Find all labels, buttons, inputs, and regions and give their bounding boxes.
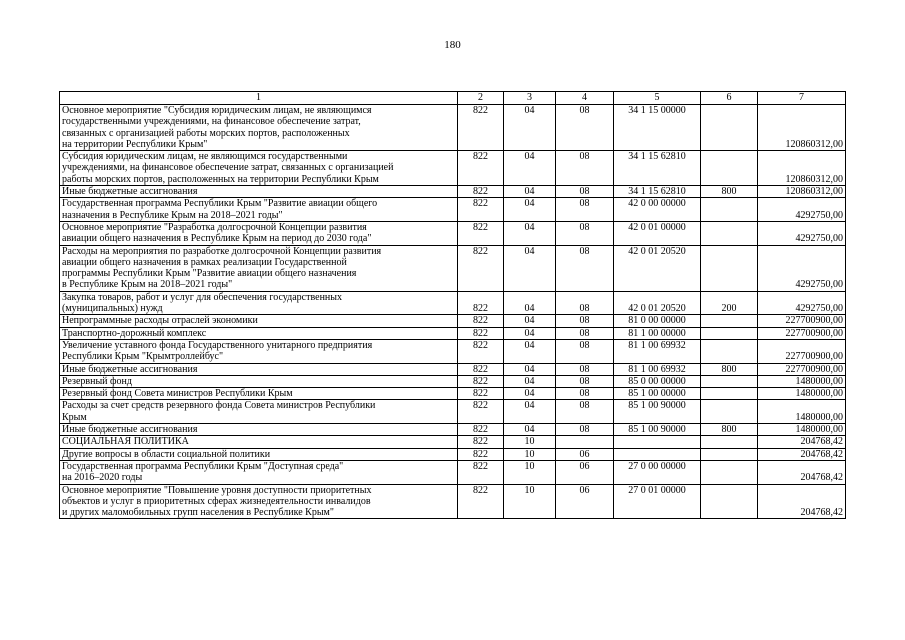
row-grbs-cell-text: 822 [473,460,488,472]
row-subsection-cell-text: 08 [579,388,590,400]
row-target-article-cell [614,327,701,339]
row-grbs-cell [458,484,504,519]
row-grbs-cell-text: 822 [473,375,488,387]
table-row [60,375,846,387]
row-name-cell [60,151,458,186]
row-grbs-cell [458,388,504,400]
row-section-cell-text: 04 [524,339,535,351]
row-name-cell [60,363,458,375]
row-target-article-cell [614,105,701,151]
row-expense-type-cell [701,245,758,291]
row-grbs-cell [458,436,504,448]
row-subsection-cell-text: 06 [579,448,590,460]
row-grbs-cell [458,198,504,222]
row-amount-cell [758,484,846,519]
row-amount-cell [758,339,846,363]
row-subsection-cell [556,388,614,400]
row-expense-type-cell [701,424,758,436]
row-expense-type-cell [701,375,758,387]
row-expense-type-cell [701,339,758,363]
row-amount-cell [758,424,846,436]
row-amount-cell-text: 227700900,00 [785,351,843,363]
row-section-cell-text: 04 [524,105,535,116]
row-name-cell-text: Расходы за счет средств резервного фонда Совета министров Республики Крым [62,400,376,423]
row-section-cell [504,436,556,448]
row-name-cell [60,448,458,460]
row-grbs-cell-text: 822 [473,448,488,460]
row-target-article-cell [614,198,701,222]
row-name-cell [60,186,458,198]
row-section-cell [504,291,556,315]
row-grbs-cell [458,375,504,387]
row-target-article-cell [614,400,701,424]
row-subsection-cell [556,339,614,363]
row-target-article-cell [614,388,701,400]
row-subsection-cell-text: 08 [579,315,590,327]
table-row [60,363,846,375]
table-body [60,105,846,519]
row-grbs-cell-text: 822 [473,315,488,327]
row-target-article-cell-text: 34 1 15 62810 [628,186,686,198]
row-grbs-cell [458,221,504,245]
header-cell-6: 6 [701,92,758,105]
row-target-article-cell-text: 42 0 00 00000 [628,198,686,210]
row-name-cell-text: СОЦИАЛЬНАЯ ПОЛИТИКА [62,436,189,448]
row-grbs-cell [458,291,504,315]
row-grbs-cell [458,400,504,424]
row-subsection-cell [556,448,614,460]
row-target-article-cell [614,436,701,448]
row-subsection-cell-text: 08 [579,424,590,436]
row-expense-type-cell [701,327,758,339]
row-target-article-cell-text: 81 1 00 69932 [628,339,686,351]
row-subsection-cell [556,315,614,327]
row-amount-cell-text: 4292750,00 [795,279,843,291]
row-target-article-cell [614,448,701,460]
row-target-article-cell-text: 34 1 15 62810 [628,151,686,163]
row-name-cell-text: Иные бюджетные ассигнования [62,424,198,436]
row-name-cell-text: Непрограммные расходы отраслей экономики [62,315,258,327]
row-target-article-cell-text: 42 0 01 20520 [628,303,686,315]
row-name-cell [60,400,458,424]
row-section-cell-text: 04 [524,315,535,327]
row-amount-cell [758,151,846,186]
row-subsection-cell-text: 08 [579,363,590,375]
row-expense-type-cell-text: 800 [721,424,737,436]
row-amount-cell [758,436,846,448]
row-name-cell-text: Резервный фонд [62,375,132,387]
row-section-cell-text: 04 [524,198,535,210]
row-name-cell-text: Иные бюджетные ассигнования [62,363,198,375]
row-name-cell-text: Закупка товаров, работ и услуг для обеспечения государственных (муниципальных) нужд [62,291,343,315]
row-amount-cell-text: 227700900,00 [785,315,843,327]
row-target-article-cell [614,339,701,363]
row-amount-cell [758,245,846,291]
row-section-cell-text: 04 [524,363,535,375]
row-section-cell-text: 04 [524,327,535,339]
row-name-cell [60,436,458,448]
row-grbs-cell-text: 822 [473,400,488,412]
row-section-cell [504,375,556,387]
table-row [60,291,846,315]
row-grbs-cell [458,327,504,339]
row-amount-cell [758,221,846,245]
row-expense-type-cell [701,436,758,448]
row-expense-type-cell [701,460,758,484]
row-section-cell-text: 04 [524,388,535,400]
row-subsection-cell [556,436,614,448]
row-section-cell-text: 04 [524,424,535,436]
row-name-cell [60,339,458,363]
row-section-cell [504,105,556,151]
row-grbs-cell-text: 822 [473,327,488,339]
row-section-cell-text: 04 [524,245,535,257]
row-subsection-cell-text: 08 [579,186,590,198]
row-amount-cell-text: 4292750,00 [795,303,843,315]
row-section-cell [504,198,556,222]
row-section-cell [504,484,556,519]
row-name-cell [60,105,458,151]
table-row [60,221,846,245]
row-section-cell [504,448,556,460]
row-grbs-cell-text: 822 [473,484,488,496]
row-expense-type-cell [701,400,758,424]
row-target-article-cell-text: 42 0 01 00000 [628,221,686,233]
table-row [60,151,846,186]
row-section-cell-text: 10 [524,484,535,496]
table-row [60,245,846,291]
row-target-article-cell [614,245,701,291]
row-amount-cell-text: 1480000,00 [795,388,843,400]
row-grbs-cell [458,151,504,186]
row-name-cell-text: Основное мероприятие "Повышение уровня доступности приоритетных объектов и услуг в приоритетных сферах жизнедеятельности инвалидов и других маломобильных групп населения в Республике Крым" [62,484,372,519]
row-subsection-cell-text: 08 [579,245,590,257]
row-expense-type-cell [701,105,758,151]
row-section-cell [504,327,556,339]
row-subsection-cell [556,424,614,436]
row-amount-cell-text: 227700900,00 [785,363,843,375]
row-expense-type-cell [701,484,758,519]
row-section-cell-text: 10 [524,460,535,472]
row-expense-type-cell [701,448,758,460]
row-name-cell [60,484,458,519]
row-grbs-cell-text: 822 [473,105,488,116]
row-target-article-cell [614,221,701,245]
row-grbs-cell-text: 822 [473,388,488,400]
row-grbs-cell-text: 822 [473,221,488,233]
row-name-cell [60,245,458,291]
row-section-cell [504,339,556,363]
row-subsection-cell-text: 08 [579,339,590,351]
row-target-article-cell-text: 81 1 00 69932 [628,363,686,375]
row-amount-cell [758,363,846,375]
row-amount-cell-text: 1480000,00 [795,424,843,436]
row-subsection-cell-text: 06 [579,484,590,496]
row-subsection-cell [556,198,614,222]
row-amount-cell-text: 120860312,00 [785,138,843,150]
row-section-cell [504,388,556,400]
row-subsection-cell-text: 08 [579,198,590,210]
table-row [60,424,846,436]
row-amount-cell-text: 120860312,00 [785,173,843,185]
table-row [60,436,846,448]
row-expense-type-cell-text: 800 [721,363,737,375]
row-amount-cell [758,327,846,339]
row-target-article-cell-text: 85 1 00 00000 [628,388,686,400]
row-expense-type-cell [701,315,758,327]
row-amount-cell-text: 204768,42 [800,448,843,460]
row-name-cell-text: Государственная программа Республики Крым "Развитие авиации общего назначения в Республике Крым на 2018–2021 годы" [62,198,378,221]
table-row [60,186,846,198]
row-amount-cell [758,315,846,327]
row-subsection-cell-text: 08 [579,105,590,116]
row-name-cell-text: Расходы на мероприятия по разработке долгосрочной Концепции развития авиации общего назначения в рамках реализации Государственной программы Республики Крым "Развитие авиации общего назначения в Республике Крым на 2018–2021 годы" [62,245,382,291]
row-target-article-cell-text: 34 1 15 00000 [628,105,686,116]
row-expense-type-cell [701,363,758,375]
row-section-cell-text: 04 [524,221,535,233]
row-grbs-cell [458,363,504,375]
page-number: 180 [444,39,461,51]
row-section-cell [504,460,556,484]
row-target-article-cell-text: 81 0 00 00000 [628,315,686,327]
row-grbs-cell-text: 822 [473,198,488,210]
header-cell-4: 4 [556,92,614,105]
row-grbs-cell [458,460,504,484]
row-target-article-cell [614,460,701,484]
row-subsection-cell-text: 08 [579,151,590,163]
row-target-article-cell [614,375,701,387]
row-name-cell [60,221,458,245]
row-grbs-cell [458,315,504,327]
table-row [60,105,846,151]
row-target-article-cell-text: 81 1 00 00000 [628,327,686,339]
row-subsection-cell-text: 08 [579,327,590,339]
row-expense-type-cell [701,221,758,245]
row-target-article-cell-text: 27 0 00 00000 [628,460,686,472]
row-name-cell-text: Основное мероприятие "Субсидия юридическим лицам, не являющимся государственными учреждениями, на финансовое обеспечение затрат, связанных с организацией работы морских портов, расположенных на территории Республики Крым" [62,105,372,150]
row-grbs-cell-text: 822 [473,339,488,351]
row-grbs-cell-text: 822 [473,151,488,163]
row-target-article-cell [614,186,701,198]
row-subsection-cell-text: 06 [579,460,590,472]
row-subsection-cell [556,484,614,519]
row-name-cell-text: Транспортно-дорожный комплекс [62,327,207,339]
row-section-cell-text: 10 [524,436,535,448]
row-target-article-cell [614,484,701,519]
row-amount-cell [758,291,846,315]
header-cell-5: 5 [614,92,701,105]
row-amount-cell [758,460,846,484]
row-amount-cell-text: 204768,42 [800,507,843,519]
header-cell-2: 2 [458,92,504,105]
row-grbs-cell [458,339,504,363]
table-row [60,388,846,400]
header-cell-3: 3 [504,92,556,105]
row-section-cell [504,221,556,245]
table-row [60,327,846,339]
row-amount-cell-text: 4292750,00 [795,233,843,245]
row-name-cell [60,315,458,327]
row-amount-cell [758,388,846,400]
row-target-article-cell [614,315,701,327]
row-target-article-cell [614,291,701,315]
header-row [60,92,846,105]
row-subsection-cell [556,245,614,291]
row-grbs-cell [458,424,504,436]
row-amount-cell-text: 120860312,00 [785,186,843,198]
row-name-cell-text: Резервный фонд Совета министров Республики Крым [62,388,293,400]
row-target-article-cell-text: 27 0 01 00000 [628,484,686,496]
row-name-cell [60,424,458,436]
row-target-article-cell [614,151,701,186]
row-section-cell [504,315,556,327]
row-name-cell [60,291,458,315]
table-header [60,92,846,105]
table-row [60,198,846,222]
row-target-article-cell [614,363,701,375]
header-cell-7: 7 [758,92,846,105]
row-grbs-cell [458,448,504,460]
row-name-cell [60,388,458,400]
row-subsection-cell [556,363,614,375]
row-section-cell-text: 04 [524,186,535,198]
row-subsection-cell-text: 08 [579,375,590,387]
row-amount-cell-text: 4292750,00 [795,209,843,221]
row-amount-cell-text: 204768,42 [800,436,843,448]
row-grbs-cell-text: 822 [473,436,488,448]
row-name-cell-text: Основное мероприятие "Разработка долгосрочной Концепции развития авиации общего назначения в Республике Крым на период до 2030 года" [62,221,372,245]
row-amount-cell [758,375,846,387]
row-section-cell [504,424,556,436]
table-row [60,448,846,460]
row-name-cell-text: Другие вопросы в области социальной политики [62,448,271,460]
row-expense-type-cell [701,388,758,400]
row-section-cell [504,400,556,424]
row-subsection-cell [556,221,614,245]
row-section-cell [504,363,556,375]
row-name-cell [60,327,458,339]
row-name-cell-text: Субсидия юридическим лицам, не являющимся государственными учреждениями, на финансовое обеспечение затрат, связанных с организацией работы морских портов, расположенных на территории Республики Крым [62,151,394,185]
row-amount-cell [758,186,846,198]
row-expense-type-cell [701,151,758,186]
row-subsection-cell [556,151,614,186]
row-section-cell-text: 10 [524,448,535,460]
row-subsection-cell [556,327,614,339]
row-amount-cell-text: 227700900,00 [785,327,843,339]
row-target-article-cell-text: 42 0 01 20520 [628,245,686,257]
row-subsection-cell-text: 08 [579,221,590,233]
row-amount-cell-text: 1480000,00 [795,411,843,423]
row-section-cell [504,151,556,186]
row-name-cell-text: Увеличение уставного фонда Государственного унитарного предприятия Республики Крым "Крымтроллейбус" [62,339,373,363]
row-name-cell [60,198,458,222]
row-name-cell [60,460,458,484]
row-grbs-cell-text: 822 [473,245,488,257]
row-expense-type-cell-text: 800 [721,186,737,198]
row-amount-cell [758,198,846,222]
row-name-cell-text: Государственная программа Республики Крым "Доступная среда" на 2016–2020 годы [62,460,344,484]
table-row [60,339,846,363]
table-row [60,315,846,327]
row-subsection-cell [556,291,614,315]
row-expense-type-cell [701,186,758,198]
row-grbs-cell-text: 822 [473,363,488,375]
row-expense-type-cell [701,291,758,315]
row-target-article-cell-text: 85 0 00 00000 [628,375,686,387]
row-section-cell-text: 04 [524,375,535,387]
row-name-cell [60,375,458,387]
row-amount-cell [758,400,846,424]
header-cell-1: 1 [60,92,458,105]
row-section-cell-text: 04 [524,303,535,315]
row-grbs-cell-text: 822 [473,303,488,315]
row-amount-cell [758,105,846,151]
row-subsection-cell [556,375,614,387]
row-amount-cell [758,448,846,460]
row-subsection-cell-text: 08 [579,400,590,412]
row-subsection-cell [556,460,614,484]
row-grbs-cell [458,186,504,198]
table-row [60,484,846,519]
row-target-article-cell-text: 85 1 00 90000 [628,400,686,412]
row-amount-cell-text: 204768,42 [800,472,843,484]
row-subsection-cell [556,400,614,424]
row-target-article-cell [614,424,701,436]
row-expense-type-cell [701,198,758,222]
row-target-article-cell-text: 85 1 00 90000 [628,424,686,436]
row-grbs-cell-text: 822 [473,424,488,436]
row-section-cell [504,245,556,291]
row-subsection-cell-text: 08 [579,303,590,315]
row-amount-cell-text: 1480000,00 [795,375,843,387]
row-section-cell-text: 04 [524,151,535,163]
table-row [60,460,846,484]
row-subsection-cell [556,186,614,198]
row-section-cell [504,186,556,198]
row-name-cell-text: Иные бюджетные ассигнования [62,186,198,198]
row-section-cell-text: 04 [524,400,535,412]
budget-table [59,91,846,519]
row-subsection-cell [556,105,614,151]
row-grbs-cell [458,105,504,151]
row-grbs-cell-text: 822 [473,186,488,198]
row-expense-type-cell-text: 200 [721,303,737,315]
table-row [60,400,846,424]
row-grbs-cell [458,245,504,291]
